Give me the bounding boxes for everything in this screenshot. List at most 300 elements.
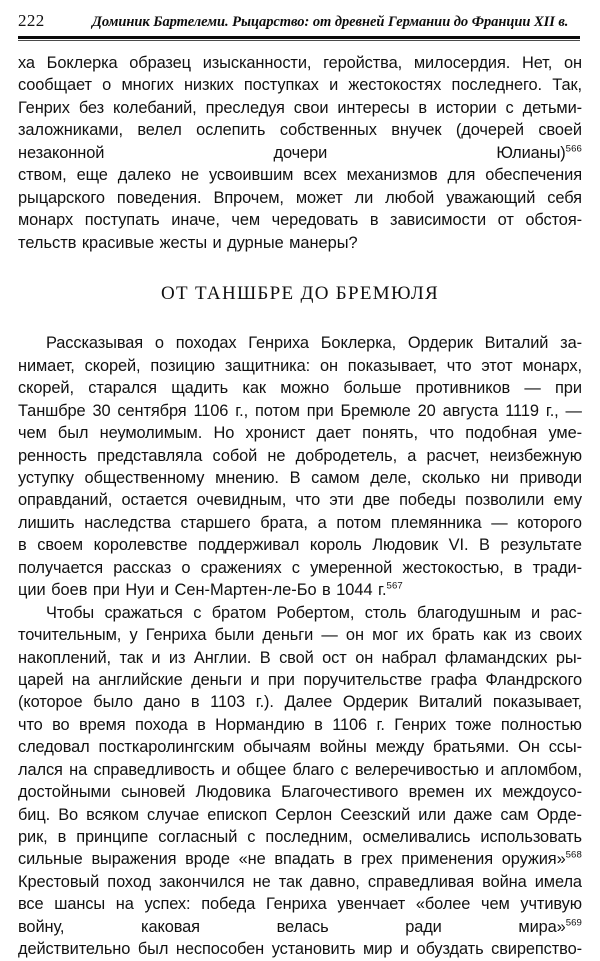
word: механизмов (346, 166, 438, 185)
paragraph (18, 52, 582, 254)
word: дочери (273, 143, 328, 162)
word: на (71, 670, 90, 689)
word: ха (18, 54, 35, 72)
word: победа (201, 895, 256, 914)
word: «не (238, 850, 266, 869)
word: поступках (243, 76, 319, 95)
word: братом (211, 603, 267, 622)
word: Рассказывая (46, 334, 144, 353)
word: своей (538, 121, 582, 140)
word: на (69, 760, 88, 779)
word: достойными (18, 783, 111, 802)
word: Орде- (536, 805, 582, 824)
word: подобная (465, 424, 538, 443)
word: из (168, 648, 186, 667)
text-line (18, 232, 582, 254)
word: Сеезский (340, 805, 411, 824)
word: с (193, 603, 202, 622)
word: свой (279, 648, 314, 667)
word: и (212, 233, 222, 252)
word: столь (364, 603, 407, 622)
text-line (18, 691, 582, 713)
word: 30 (92, 401, 111, 420)
word: при (306, 401, 334, 420)
word: епископ (207, 805, 268, 824)
word: дурные (227, 233, 284, 252)
word: свирепство- (491, 940, 582, 959)
word: неспособен (175, 940, 265, 959)
word: при (555, 379, 582, 398)
word: незаконной (18, 143, 105, 162)
word: так (119, 648, 143, 667)
heading-space-above (18, 254, 582, 283)
footnote-marker: 566 (565, 143, 582, 155)
word: рыцарского (18, 188, 105, 207)
word: далеко (117, 166, 172, 185)
word: фламандских (444, 648, 548, 667)
word: Бремюле (340, 401, 411, 420)
word: в (314, 715, 323, 734)
text-line (18, 826, 582, 848)
word: Ордерик (407, 334, 473, 353)
text-line (18, 557, 582, 579)
word: скорей, (84, 356, 141, 375)
word: применения (401, 850, 494, 869)
word: вроде (185, 850, 230, 869)
text-line (18, 579, 582, 601)
text-line (18, 332, 582, 354)
word: зависимости (390, 211, 487, 230)
word: не (181, 166, 199, 185)
word: этот (481, 356, 513, 375)
word: нимает, (18, 356, 75, 375)
footnote-marker: 568 (565, 849, 582, 861)
word: показывает, (492, 693, 582, 712)
word: — (321, 626, 338, 645)
word: был (57, 424, 89, 443)
word: поручительстве (303, 670, 423, 689)
word: братьями. (432, 738, 510, 757)
text-line (18, 848, 582, 870)
word: еще (76, 166, 108, 185)
word: сентября (117, 401, 187, 420)
word: рассказ (113, 558, 172, 577)
word: старшего (180, 513, 251, 532)
word: ренность (18, 446, 87, 465)
text-line (18, 445, 582, 467)
word: он (355, 648, 374, 667)
word: — (524, 379, 541, 398)
word: г.). (255, 693, 274, 712)
word: осмеливались (362, 828, 471, 846)
word: и (151, 648, 161, 667)
text-line (18, 142, 582, 164)
word: Сен-Мартен-ле-Бо (174, 581, 317, 600)
word: принципе (76, 828, 149, 846)
word: поведения. (116, 188, 202, 207)
word: Боклерка, (320, 334, 397, 353)
text-line (18, 781, 582, 803)
word: тради- (532, 558, 582, 577)
word: каковая (141, 917, 200, 936)
word: Людовика (195, 783, 271, 802)
word: Людовик (372, 536, 439, 555)
word: посткаролингским (98, 738, 235, 757)
word: мнению. (215, 469, 279, 487)
word: царей (18, 670, 64, 689)
word: Виталий (418, 693, 483, 712)
word: Нормандию (215, 715, 305, 734)
header-rule-thin (18, 40, 580, 41)
word: обычаям (243, 738, 311, 757)
word: очевидным, (196, 491, 287, 510)
text-line (18, 52, 582, 74)
word: успех: (144, 895, 191, 914)
word: хронист (245, 424, 306, 443)
word: г., (545, 401, 559, 420)
word: дано (143, 693, 181, 712)
word: не (252, 872, 271, 891)
word: милосердия. (413, 54, 511, 72)
word: Генриха (265, 895, 327, 914)
word: согласный (158, 828, 238, 846)
word: (дочерей (455, 121, 524, 140)
word: случае (146, 805, 200, 824)
word: августа (442, 401, 499, 420)
word: позволили (465, 491, 545, 510)
word: рик, (18, 828, 48, 846)
word: биц. (18, 805, 51, 824)
word: 1106 (193, 401, 229, 420)
text-line (18, 714, 582, 736)
word: Юлианы)$^{566}$ (496, 143, 582, 162)
word: чем (481, 895, 510, 914)
running-head (18, 11, 582, 33)
word: велел (137, 121, 182, 140)
word: в (343, 850, 353, 869)
text-line (18, 647, 582, 669)
word: время (78, 715, 126, 734)
paragraph (18, 332, 582, 601)
word: Боклерка (46, 54, 118, 72)
word: сражаться (104, 603, 183, 622)
word: был (137, 940, 169, 959)
word: у (129, 626, 138, 645)
word: брать (431, 626, 475, 645)
word: война (482, 872, 527, 891)
word: последнего. (451, 76, 542, 95)
word: закончился (159, 872, 245, 891)
word: жестокостью, (402, 558, 504, 577)
word: похода (135, 715, 188, 734)
word: впадать (274, 850, 335, 869)
word: использовать (480, 828, 582, 846)
word: красивые (81, 233, 155, 252)
word: сколько (421, 469, 481, 487)
word: все (18, 895, 44, 914)
word: собой (212, 446, 258, 465)
text-line (18, 602, 582, 624)
word: благо (292, 760, 335, 779)
word: походах (175, 334, 237, 353)
word: а (317, 513, 327, 532)
word: результате (500, 536, 582, 555)
word: противников (415, 379, 511, 398)
word: Таншбре (18, 401, 86, 420)
word: о (181, 558, 191, 577)
text-line (18, 164, 582, 186)
word: действительно (18, 940, 131, 959)
word: г.$^{567}$ (378, 580, 403, 600)
section-heading: ОТ ТАНШБРЕ ДО БРЕМЮЛЯ (160, 282, 440, 304)
word: оружия»$^{568}$ (501, 849, 582, 869)
word: из (514, 626, 532, 645)
word: всех (303, 166, 337, 185)
word: Генрих (18, 98, 70, 117)
word: Генрих (394, 715, 447, 734)
word: которого (517, 513, 582, 532)
word: и (531, 603, 541, 622)
text-line (18, 377, 582, 399)
text-line (18, 759, 582, 781)
word: король (309, 536, 362, 555)
word: усвоившим (208, 166, 294, 185)
word: с (340, 760, 349, 779)
word: сильные (18, 850, 83, 869)
text-line (18, 916, 582, 938)
word: сыновей (121, 783, 186, 802)
word: жесты (159, 233, 208, 252)
word: эти (329, 491, 354, 510)
word: королевстве (93, 536, 188, 555)
word: тоже (455, 715, 492, 734)
word: без (78, 98, 104, 117)
word: было (93, 693, 133, 712)
word: Благочестивого (281, 783, 399, 802)
word: и (485, 760, 495, 779)
word: обеспечения (485, 166, 582, 185)
word: велась (276, 917, 329, 936)
word: геройства, (323, 54, 403, 72)
text-line (18, 209, 582, 231)
text-line (18, 422, 582, 444)
word: неумолимым. (99, 424, 203, 443)
text-line (18, 624, 582, 646)
word: чередовать (271, 211, 359, 230)
word: в (513, 558, 523, 577)
word: что (295, 491, 321, 510)
word: 1044 (336, 581, 373, 600)
word: Робертом, (276, 603, 355, 622)
word: мира»$^{569}$ (518, 917, 582, 936)
word: ссы- (548, 738, 582, 757)
word: о (102, 76, 112, 95)
word: поступать (84, 211, 160, 230)
word: справедливая (367, 872, 475, 891)
word: сражениях (200, 558, 282, 577)
word: неизбежную (489, 446, 582, 465)
text-line (18, 512, 582, 534)
text-line (18, 74, 582, 96)
word: представляла (97, 446, 203, 465)
word: защитника: (224, 356, 311, 375)
word: и (399, 940, 409, 959)
word: 1103 (210, 693, 245, 712)
word: детьми- (522, 98, 582, 117)
word: Но (213, 424, 235, 443)
text-line (18, 467, 582, 489)
word: за- (560, 334, 582, 353)
word: как (242, 379, 266, 398)
word: остается (121, 491, 188, 510)
word: Так, (552, 76, 582, 95)
word: дает (316, 424, 351, 443)
word: и (329, 76, 339, 95)
word: мог (372, 626, 399, 645)
word: Во (58, 805, 79, 824)
word: жестокостях (348, 76, 442, 95)
page-body-text (18, 52, 582, 961)
text-line (18, 489, 582, 511)
word: ли (354, 188, 374, 207)
word: свои (293, 98, 329, 117)
word: велеречивостью (354, 760, 479, 779)
word: многих (121, 76, 174, 95)
word: В (289, 469, 301, 487)
word: последним, (265, 828, 353, 846)
word: времен (408, 783, 465, 802)
word: Англии. (193, 648, 252, 667)
word: обстоя- (525, 211, 582, 230)
word: 1106 (332, 715, 368, 734)
word: Ордерик (342, 693, 408, 712)
text-line (18, 119, 582, 141)
word: имела (534, 872, 582, 891)
word: колебаний, (112, 98, 197, 117)
word: старался (88, 379, 157, 398)
word: своем (37, 536, 83, 555)
running-title: Доминик Бартелеми. Рыцарство: от древней Германии до Франции XII в. (92, 14, 569, 30)
word: так (278, 872, 303, 891)
word: деньги (262, 626, 314, 645)
word: лишить (18, 513, 75, 532)
word: VI. (448, 536, 469, 555)
word: образец (129, 54, 191, 72)
word: или (418, 805, 446, 824)
word: при (92, 581, 120, 600)
word: выражения (91, 850, 177, 869)
word: «более (415, 895, 471, 914)
word: шансы (54, 895, 106, 914)
word: скорей, (18, 379, 74, 398)
word: уме- (548, 424, 582, 443)
word: брата, (260, 513, 308, 532)
header-rule-thick (18, 36, 580, 39)
word: понять, (362, 424, 418, 443)
word: любой (385, 188, 435, 207)
text-line (18, 871, 582, 893)
word: сообщает (18, 76, 92, 95)
word: он (563, 54, 582, 72)
word: лался (18, 760, 63, 779)
word: В (479, 536, 490, 555)
word: Серлон (275, 805, 333, 824)
word: общее (236, 760, 287, 779)
word: ослепить (196, 121, 266, 140)
word: даже (453, 805, 493, 824)
word: боев (51, 581, 88, 600)
word: ост (322, 648, 347, 667)
word: чем (18, 424, 47, 443)
word: чем (231, 211, 261, 230)
word: на (115, 895, 134, 914)
word: Генриха (248, 334, 309, 353)
word: междоусо- (502, 783, 582, 802)
word: при (267, 670, 295, 689)
word: в (197, 715, 206, 734)
word: г., (235, 401, 249, 420)
word: Впрочем, (213, 188, 284, 207)
text-line (18, 187, 582, 209)
word: благодушным (417, 603, 521, 622)
word: своих (539, 626, 582, 645)
word: потом (336, 513, 382, 532)
word: для (447, 166, 476, 185)
word: низких (183, 76, 234, 95)
word: интересы (337, 98, 410, 117)
word: между (375, 738, 425, 757)
word: в (418, 98, 428, 117)
word: Нуи (125, 581, 155, 600)
word: потом (254, 401, 300, 420)
word: расчет, (426, 446, 480, 465)
word: Чтобы (46, 603, 95, 622)
word: обуздать (416, 940, 484, 959)
word: иначе, (171, 211, 220, 230)
footnote-marker: 567 (386, 580, 403, 592)
word: что (446, 356, 472, 375)
word: ему (553, 491, 582, 510)
word: преследуя (205, 98, 285, 117)
word: и (221, 760, 231, 779)
word: собственных (279, 121, 377, 140)
paragraph (18, 602, 582, 961)
word: наследства (84, 513, 171, 532)
word: рас- (550, 603, 582, 622)
word: увенчает (337, 895, 406, 914)
word: Виталий (484, 334, 549, 353)
word: установить (271, 940, 356, 959)
word: добродетель, (295, 446, 398, 465)
word: уважающий (446, 188, 536, 207)
text-line (18, 400, 582, 422)
word: самом (311, 469, 360, 487)
word: щадить (171, 379, 229, 398)
word: войну, (18, 917, 65, 936)
word: мир (363, 940, 393, 959)
word: не (267, 446, 286, 465)
word: что (429, 424, 454, 443)
word: с (291, 558, 300, 577)
word: изысканности, (202, 54, 312, 72)
word: победы (399, 491, 456, 510)
word: заложниками, (18, 121, 123, 140)
word: учтивую (520, 895, 582, 914)
word: Нет, (521, 54, 553, 72)
word: две (362, 491, 390, 510)
text-line (18, 893, 582, 915)
word: ради (405, 917, 442, 936)
